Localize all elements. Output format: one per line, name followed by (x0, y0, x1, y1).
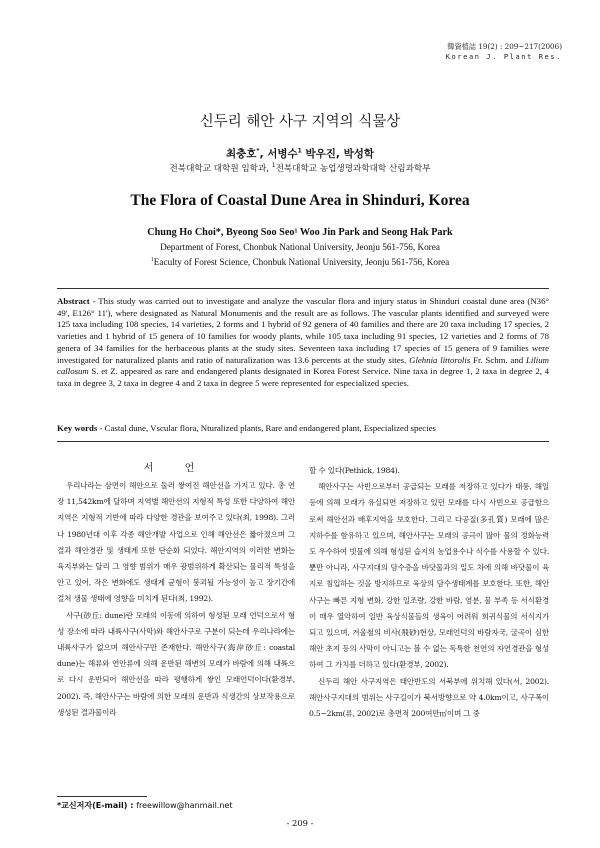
paragraph: 해안사구는 사빈으로부터 공급되는 모래를 저장하고 있다가 태풍, 해일 등에 의해 모래가 유실되면 저장하고 있던 모래를 다시 사빈으로 공급함으로써 해안선과 배후지역을 보호한다. 그리고 다공질(多孔質) 모래에 많은 지하수를 함유하고 있으며, 해안사구는 모래의 공극이 많아 물의 정화능력도 우수하여 빗물에 의해 형성된 습지의 농업용수나 식수를 사용할 수 있다. 뿐만 아니라, 사구지대의 담수층을 바닷물과의 밀도 차에 의해 바닷물이 육지로 침입하는 것을 방지하므로 육상의 담수생태계를 보호한다. 또한, 해안사구는 빠른 지형 변화, 강한 일조량, 강한 바람, 염분, 물 부족 등 서식환경이 매우 열악하여 일반 육상식물들의 생육이 어려워 희귀식물의 서식지가 되고 있으며, 겨울철의 비사(飛砂)현상, 모래언덕의 바람자국, 굴곡이 심한 해안 초지 등의 사막이 아니고는 볼 수 없는 독특한 천연의 자연경관을 형성하여 그 가치를 더하고 있다(환경부, 2002). (309, 482, 549, 670)
affiliation-text: Eaculty of Forest Science, Chonbuk National University, Jeonju 561-756, Korea (153, 256, 450, 267)
abstract-text: Fr. Schm. and (470, 354, 527, 365)
affiliation-line-1: Department of Forest, Chonbuk National University, Jeonju 561-756, Korea (160, 242, 440, 252)
keywords-label: Key words (57, 423, 98, 433)
section-title: 서 언 (143, 463, 209, 474)
paragraph: 우리나라는 삼면이 해안으로 둘러 쌓여진 해안선을 가지고 있다. 총 연장 11,542km에 달하며 지역별 해안선의 지형적 특성 또한 다양하여 해안지역은 지형적 기반에 따라 다양한 경관을 보여주고 있다(최, 1998). 그러나 1980년대 이후 각종 해안개발 사업으로 인해 해안선은 짧아졌으며 그 결과 해안경관 및 생태계 또한 단순화 되었다. 해안지역의 이러한 변화는 육지부와는 달리 그 영향 범위가 매우 광범위하게 확산되는 물리적 특성을 안고 있어, 작은 변화에도 생태계 균형이 붕괴될 가능성이 높고 장기간에 걸쳐 생물 생태에 영향을 미치게 된다(최, 1992). (57, 481, 295, 604)
author-2: 서병수 (267, 148, 298, 160)
affiliation-line-2 (0, 254, 600, 269)
abstract (57, 296, 549, 390)
journal-name: Korean J. Plant Res. (445, 53, 562, 61)
abstract-label: Abstract (57, 296, 90, 306)
keywords-text: - Castal dune, Vscular flora, Nturalized plants, Rare and endangered plant, Especialized species (97, 423, 436, 433)
affiliation-2: 전북대학교 농업생명과학대학 산림과학부 (275, 164, 431, 174)
abstract-text: S. et Z. appeared as rare and endangered plants designated in Korea Forest Service. Nine taxa in degree 1, 2 taxa in degree 2, 4 taxa in degree 3, 2 taxa in degree 4 and 2 taxa in degree 5 were represented for especialized species. (57, 366, 549, 388)
english-affiliation (0, 241, 600, 268)
footnote-email: freewillow@hanmail.net (136, 801, 233, 810)
paragraph: 신두리 해안 사구지역은 태안반도의 서북부에 위치해 있다(서, 2002). 해안사구지대의 범위는 사구길이가 북서방향으로 약 4.0km이고, 사구폭이 0.5~2km(류, 2002)로 총면적 200여만㎡이며 그 중 (309, 676, 549, 719)
affiliation-mark: 1 (150, 256, 154, 263)
footnote-rule (57, 796, 147, 797)
page-number: - 209 - (286, 818, 314, 828)
paragraph: 할 수 있다(Pethick, 1984). (309, 466, 400, 475)
abstract-text: - This study was carried out to investigate and analyze the vascular flora and injury status in Shinduri coastal dune area (N36° 49', E126° 11'), where designated as Natural Monuments and the result are as follows. The vascular plants identified and surveyed were 125 taxa including 108 species, 14 varieties, 2 forms and 1 hybrid of 92 genera of 40 families and there are 20 taxa including 17 species, 2 varieties and 1 hybrid of 15 genera of 10 families for woody plants, while 105 taxa including 91 species, 12 varieties and 2 forms of 78 genera of 34 families for the herbaceous plants at the study sites. Seventeen taxa including 17 species of 15 genera of 9 families were investigated for naturalized plants and ratio of naturalization was 13.6 percents at the study sites. (57, 296, 549, 365)
abstract-bottom-rule (57, 441, 549, 442)
korean-title: 신두리 해안 사구 지역의 식물상 (199, 114, 401, 130)
affiliation-1: 전북대학교 대학원 임학과, (169, 164, 272, 174)
journal-citation: 韓資植誌 19(2) : 209~217(2006) (447, 42, 562, 51)
korean-authors (0, 146, 600, 161)
english-authors: Chung Ho Choi*, Byeong Soo Seo¹ Woo Jin Park and Seong Hak Park (147, 227, 453, 238)
corresponding-mark: * (256, 147, 260, 155)
author-1: 최충호 (225, 148, 257, 160)
footnote (57, 800, 232, 811)
paragraph: 사구(砂丘: dune)란 모래의 이동에 의하여 형성된 모래 언덕으로서 형성 장소에 따라 내륙사구(사막)와 해안사구로 구분이 되는데 우리나라에는 내륙사구가 없으며 해안사구만 존재한다. 해안사구(海岸砂丘: coastal dune)는 해류와 연안류에 의해 운반된 해변의 모래가 바람에 의해 내륙으로 다시 운반되어 해안선을 따라 평행하게 쌓인 모래언덕이다(환경부, 2002). 즉, 해안사구는 바람에 의한 모래의 운반과 식생간의 상보작용으로 생성된 결과물이라 (57, 610, 295, 717)
left-column (57, 478, 295, 721)
english-title: The Flora of Coastal Dune Area in Shinduri, Korea (130, 192, 470, 209)
author-separator: , (259, 148, 268, 160)
species-name: Lilium callosum (57, 354, 549, 377)
right-column (309, 463, 549, 722)
affiliation-mark: 1 (271, 162, 276, 170)
korean-affiliation (0, 162, 600, 174)
affiliation-mark: 1 (297, 147, 302, 155)
footnote-label: *교신저자(E-mail) : (57, 801, 137, 810)
other-authors: 박우진, 박성학 (301, 148, 375, 160)
abstract-top-rule (57, 288, 549, 289)
species-name: Glehnia littorolis (409, 354, 471, 365)
journal-header (446, 42, 562, 62)
keywords (57, 423, 549, 433)
